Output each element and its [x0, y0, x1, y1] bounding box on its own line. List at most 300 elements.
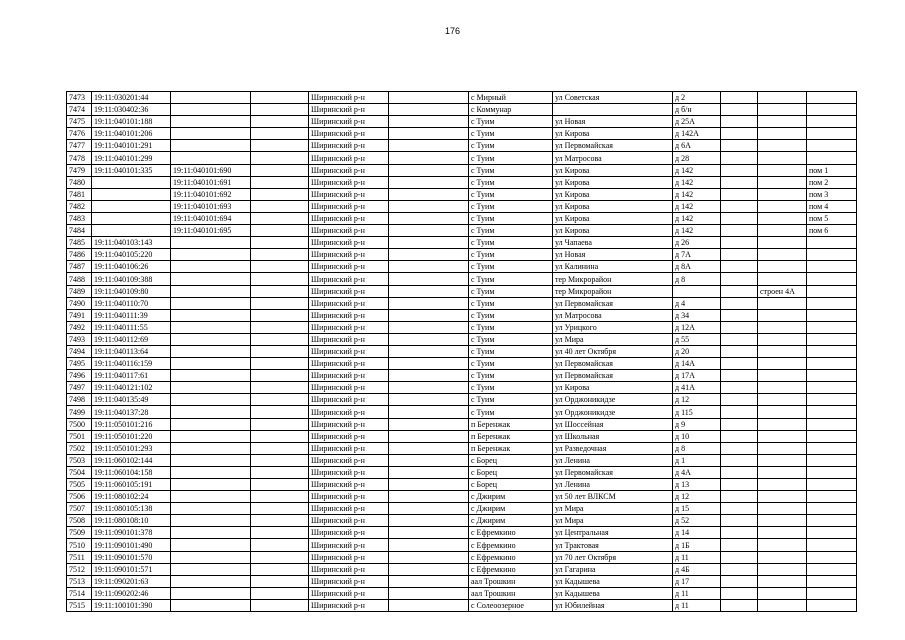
cell-cadastral-number: 19:11:050101:220: [92, 430, 171, 442]
cell-premises: [807, 273, 857, 285]
cell-extra-2: [389, 333, 469, 345]
cell-settlement: с Борец: [469, 454, 553, 466]
cell-district: Ширинский р-н: [309, 297, 389, 309]
table-row: [67, 382, 857, 394]
cell-district: Ширинский р-н: [309, 273, 389, 285]
cell-district: Ширинский р-н: [309, 152, 389, 164]
address-register-table: [66, 91, 857, 612]
table-row: [67, 249, 857, 261]
cell-sub-cadastral-number: [171, 333, 251, 345]
cell-premises: [807, 297, 857, 309]
cell-cadastral-number: 19:11:090201:63: [92, 575, 171, 587]
cell-cadastral-number: 19:11:040116:159: [92, 358, 171, 370]
cell-row-number: 7509: [67, 527, 92, 539]
cell-building: [758, 551, 807, 563]
cell-street: ул Советская: [553, 92, 673, 104]
cell-street: ул Первомайская: [553, 140, 673, 152]
cell-extra-2: [389, 249, 469, 261]
cell-district: Ширинский р-н: [309, 406, 389, 418]
cell-extra-3: [721, 599, 758, 611]
cell-extra-1: [251, 116, 309, 128]
cell-row-number: 7495: [67, 358, 92, 370]
cell-settlement: с Туим: [469, 225, 553, 237]
cell-cadastral-number: 19:11:090101:570: [92, 551, 171, 563]
cell-sub-cadastral-number: [171, 382, 251, 394]
cell-building: [758, 188, 807, 200]
table-row: [67, 188, 857, 200]
cell-row-number: 7491: [67, 309, 92, 321]
cell-premises: [807, 539, 857, 551]
cell-premises: [807, 406, 857, 418]
cell-premises: [807, 442, 857, 454]
cell-district: Ширинский р-н: [309, 116, 389, 128]
cell-row-number: 7499: [67, 406, 92, 418]
table-row: [67, 358, 857, 370]
cell-extra-3: [721, 321, 758, 333]
cell-building: [758, 104, 807, 116]
cell-extra-1: [251, 128, 309, 140]
cell-premises: пом 2: [807, 176, 857, 188]
cell-sub-cadastral-number: [171, 92, 251, 104]
cell-row-number: 7498: [67, 394, 92, 406]
cell-row-number: 7489: [67, 285, 92, 297]
cell-cadastral-number: [92, 188, 171, 200]
cell-extra-1: [251, 599, 309, 611]
cell-street: ул 40 лет Октября: [553, 345, 673, 357]
cell-cadastral-number: 19:11:040121:102: [92, 382, 171, 394]
cell-house: д 4Б: [673, 563, 721, 575]
cell-settlement: с Туим: [469, 345, 553, 357]
cell-house: д 2: [673, 92, 721, 104]
cell-building: [758, 297, 807, 309]
cell-settlement: с Туим: [469, 152, 553, 164]
table-row: [67, 212, 857, 224]
table-row: [67, 418, 857, 430]
cell-settlement: с Борец: [469, 466, 553, 478]
cell-extra-3: [721, 563, 758, 575]
cell-street: тер Микрорайон: [553, 273, 673, 285]
cell-settlement: с Туим: [469, 321, 553, 333]
cell-extra-1: [251, 309, 309, 321]
cell-building: [758, 273, 807, 285]
cell-building: [758, 466, 807, 478]
cell-settlement: с Солеоозерное: [469, 599, 553, 611]
cell-extra-3: [721, 345, 758, 357]
cell-extra-3: [721, 539, 758, 551]
table-row: [67, 491, 857, 503]
cell-district: Ширинский р-н: [309, 503, 389, 515]
table-row: [67, 515, 857, 527]
cell-extra-2: [389, 575, 469, 587]
cell-extra-1: [251, 575, 309, 587]
cell-extra-2: [389, 152, 469, 164]
cell-sub-cadastral-number: [171, 442, 251, 454]
cell-settlement: с Туим: [469, 333, 553, 345]
cell-cadastral-number: 19:11:040101:335: [92, 164, 171, 176]
cell-sub-cadastral-number: [171, 394, 251, 406]
cell-premises: [807, 466, 857, 478]
cell-extra-3: [721, 358, 758, 370]
table-row: [67, 406, 857, 418]
cell-extra-2: [389, 345, 469, 357]
cell-extra-2: [389, 225, 469, 237]
cell-sub-cadastral-number: [171, 370, 251, 382]
cell-settlement: с Ефремкино: [469, 563, 553, 575]
cell-sub-cadastral-number: [171, 539, 251, 551]
cell-street: ул Юбилейная: [553, 599, 673, 611]
cell-sub-cadastral-number: [171, 418, 251, 430]
cell-building: [758, 382, 807, 394]
cell-extra-3: [721, 527, 758, 539]
cell-row-number: 7478: [67, 152, 92, 164]
cell-extra-2: [389, 551, 469, 563]
cell-street: ул 50 лет ВЛКСМ: [553, 491, 673, 503]
cell-extra-2: [389, 491, 469, 503]
cell-extra-3: [721, 418, 758, 430]
cell-street: ул Мира: [553, 515, 673, 527]
cell-sub-cadastral-number: [171, 237, 251, 249]
cell-building: [758, 225, 807, 237]
cell-cadastral-number: 19:11:040117:61: [92, 370, 171, 382]
cell-cadastral-number: 19:11:060105:191: [92, 479, 171, 491]
cell-extra-1: [251, 358, 309, 370]
cell-extra-1: [251, 152, 309, 164]
cell-district: Ширинский р-н: [309, 563, 389, 575]
cell-district: Ширинский р-н: [309, 321, 389, 333]
cell-house: д 11: [673, 587, 721, 599]
cell-premises: [807, 358, 857, 370]
cell-settlement: с Туим: [469, 140, 553, 152]
cell-sub-cadastral-number: [171, 599, 251, 611]
cell-extra-1: [251, 406, 309, 418]
cell-house: д б/н: [673, 104, 721, 116]
cell-street: ул Кирова: [553, 225, 673, 237]
cell-extra-3: [721, 503, 758, 515]
cell-house: [673, 285, 721, 297]
cell-street: ул Кирова: [553, 188, 673, 200]
cell-extra-3: [721, 164, 758, 176]
cell-settlement: с Туим: [469, 358, 553, 370]
cell-extra-3: [721, 551, 758, 563]
table-row: [67, 333, 857, 345]
cell-building: [758, 249, 807, 261]
cell-row-number: 7507: [67, 503, 92, 515]
cell-extra-1: [251, 503, 309, 515]
cell-extra-3: [721, 309, 758, 321]
cell-extra-3: [721, 92, 758, 104]
cell-premises: пом 1: [807, 164, 857, 176]
table-row: [67, 200, 857, 212]
cell-premises: [807, 430, 857, 442]
cell-extra-3: [721, 104, 758, 116]
cell-extra-2: [389, 430, 469, 442]
table-row: [67, 430, 857, 442]
cell-extra-2: [389, 261, 469, 273]
cell-building: [758, 418, 807, 430]
cell-settlement: с Туим: [469, 273, 553, 285]
cell-house: д 142: [673, 164, 721, 176]
table-row: [67, 261, 857, 273]
cell-extra-3: [721, 382, 758, 394]
cell-house: д 4А: [673, 466, 721, 478]
cell-cadastral-number: 19:11:060102:144: [92, 454, 171, 466]
cell-extra-2: [389, 200, 469, 212]
cell-premises: [807, 285, 857, 297]
cell-cadastral-number: 19:11:030201:44: [92, 92, 171, 104]
cell-district: Ширинский р-н: [309, 454, 389, 466]
cell-row-number: 7486: [67, 249, 92, 261]
cell-street: ул Кирова: [553, 128, 673, 140]
table-row: [67, 164, 857, 176]
cell-extra-3: [721, 140, 758, 152]
cell-street: ул Школьная: [553, 430, 673, 442]
cell-extra-2: [389, 321, 469, 333]
cell-cadastral-number: 19:11:040110:70: [92, 297, 171, 309]
cell-extra-1: [251, 418, 309, 430]
cell-street: ул Кирова: [553, 176, 673, 188]
cell-extra-3: [721, 515, 758, 527]
cell-settlement: с Туим: [469, 309, 553, 321]
cell-district: Ширинский р-н: [309, 309, 389, 321]
cell-building: [758, 430, 807, 442]
cell-district: Ширинский р-н: [309, 370, 389, 382]
table-row: [67, 152, 857, 164]
cell-district: Ширинский р-н: [309, 176, 389, 188]
table-row: [67, 575, 857, 587]
cell-premises: [807, 140, 857, 152]
cell-extra-1: [251, 297, 309, 309]
cell-house: д 52: [673, 515, 721, 527]
cell-row-number: 7502: [67, 442, 92, 454]
cell-cadastral-number: 19:11:040106:26: [92, 261, 171, 273]
cell-building: [758, 237, 807, 249]
table-row: [67, 370, 857, 382]
cell-sub-cadastral-number: [171, 406, 251, 418]
table-row: [67, 454, 857, 466]
cell-row-number: 7503: [67, 454, 92, 466]
cell-house: д 11: [673, 599, 721, 611]
cell-extra-1: [251, 92, 309, 104]
table-row: [67, 466, 857, 478]
cell-cadastral-number: 19:11:040113:64: [92, 345, 171, 357]
cell-settlement: п Беренжак: [469, 418, 553, 430]
cell-premises: пом 4: [807, 200, 857, 212]
cell-district: Ширинский р-н: [309, 225, 389, 237]
cell-district: Ширинский р-н: [309, 430, 389, 442]
table-row: [67, 527, 857, 539]
cell-row-number: 7473: [67, 92, 92, 104]
cell-sub-cadastral-number: [171, 285, 251, 297]
cell-street: ул Чапаева: [553, 237, 673, 249]
cell-district: Ширинский р-н: [309, 394, 389, 406]
cell-house: д 17А: [673, 370, 721, 382]
table-row: [67, 321, 857, 333]
cell-building: [758, 515, 807, 527]
cell-street: ул Ленина: [553, 479, 673, 491]
cell-extra-3: [721, 273, 758, 285]
cell-cadastral-number: 19:11:040105:220: [92, 249, 171, 261]
cell-extra-2: [389, 297, 469, 309]
cell-building: [758, 563, 807, 575]
cell-extra-3: [721, 575, 758, 587]
table-row: [67, 503, 857, 515]
cell-street: ул Новая: [553, 249, 673, 261]
table-row: [67, 273, 857, 285]
cell-settlement: с Туим: [469, 370, 553, 382]
cell-extra-3: [721, 128, 758, 140]
cell-cadastral-number: 19:11:040111:55: [92, 321, 171, 333]
table-row: [67, 176, 857, 188]
table-row: [67, 104, 857, 116]
cell-premises: [807, 587, 857, 599]
cell-house: д 10: [673, 430, 721, 442]
cell-settlement: с Туим: [469, 128, 553, 140]
cell-extra-1: [251, 333, 309, 345]
cell-cadastral-number: 19:11:080102:24: [92, 491, 171, 503]
cell-extra-1: [251, 237, 309, 249]
cell-building: [758, 491, 807, 503]
cell-extra-1: [251, 479, 309, 491]
cell-building: [758, 599, 807, 611]
cell-row-number: 7510: [67, 539, 92, 551]
cell-cadastral-number: 19:11:090202:46: [92, 587, 171, 599]
cell-sub-cadastral-number: [171, 551, 251, 563]
cell-house: д 12: [673, 394, 721, 406]
cell-house: д 25А: [673, 116, 721, 128]
cell-district: Ширинский р-н: [309, 575, 389, 587]
cell-premises: [807, 527, 857, 539]
cell-extra-2: [389, 188, 469, 200]
cell-sub-cadastral-number: [171, 503, 251, 515]
cell-extra-3: [721, 587, 758, 599]
cell-building: [758, 503, 807, 515]
cell-district: Ширинский р-н: [309, 188, 389, 200]
cell-premises: [807, 479, 857, 491]
cell-row-number: 7511: [67, 551, 92, 563]
cell-row-number: 7504: [67, 466, 92, 478]
cell-extra-2: [389, 273, 469, 285]
cell-extra-2: [389, 515, 469, 527]
table-row: [67, 297, 857, 309]
cell-row-number: 7497: [67, 382, 92, 394]
cell-street: ул Орджоникидзе: [553, 394, 673, 406]
cell-district: Ширинский р-н: [309, 164, 389, 176]
cell-extra-2: [389, 104, 469, 116]
cell-row-number: 7487: [67, 261, 92, 273]
cell-building: [758, 333, 807, 345]
cell-building: [758, 309, 807, 321]
cell-extra-1: [251, 442, 309, 454]
cell-extra-3: [721, 212, 758, 224]
cell-cadastral-number: 19:11:040137:28: [92, 406, 171, 418]
cell-building: [758, 321, 807, 333]
cell-premises: [807, 92, 857, 104]
cell-building: [758, 345, 807, 357]
cell-sub-cadastral-number: [171, 454, 251, 466]
cell-house: д 6А: [673, 140, 721, 152]
cell-premises: [807, 551, 857, 563]
cell-district: Ширинский р-н: [309, 515, 389, 527]
cell-cadastral-number: 19:11:050101:216: [92, 418, 171, 430]
cell-extra-2: [389, 563, 469, 575]
cell-extra-2: [389, 116, 469, 128]
cell-extra-3: [721, 261, 758, 273]
cell-district: Ширинский р-н: [309, 345, 389, 357]
cell-cadastral-number: 19:11:050101:293: [92, 442, 171, 454]
cell-district: Ширинский р-н: [309, 491, 389, 503]
cell-sub-cadastral-number: [171, 140, 251, 152]
cell-extra-2: [389, 237, 469, 249]
cell-house: д 4: [673, 297, 721, 309]
cell-building: [758, 394, 807, 406]
cell-sub-cadastral-number: [171, 152, 251, 164]
cell-building: [758, 406, 807, 418]
cell-district: Ширинский р-н: [309, 587, 389, 599]
cell-extra-3: [721, 333, 758, 345]
cell-district: Ширинский р-н: [309, 92, 389, 104]
cell-sub-cadastral-number: [171, 527, 251, 539]
page-number: 176: [444, 26, 461, 36]
cell-house: д 115: [673, 406, 721, 418]
cell-premises: [807, 370, 857, 382]
cell-row-number: 7514: [67, 587, 92, 599]
cell-district: Ширинский р-н: [309, 479, 389, 491]
cell-district: Ширинский р-н: [309, 237, 389, 249]
cell-extra-2: [389, 309, 469, 321]
cell-extra-2: [389, 212, 469, 224]
cell-district: Ширинский р-н: [309, 104, 389, 116]
cell-building: строен 4А: [758, 285, 807, 297]
cell-premises: [807, 333, 857, 345]
cell-extra-1: [251, 515, 309, 527]
cell-settlement: с Мирный: [469, 92, 553, 104]
cell-row-number: 7483: [67, 212, 92, 224]
cell-extra-2: [389, 164, 469, 176]
cell-extra-2: [389, 466, 469, 478]
cell-premises: [807, 563, 857, 575]
table-body: [67, 92, 857, 612]
cell-row-number: 7475: [67, 116, 92, 128]
cell-street: ул Первомайская: [553, 297, 673, 309]
cell-settlement: с Ефремкино: [469, 527, 553, 539]
cell-street: [553, 104, 673, 116]
table-row: [67, 225, 857, 237]
cell-house: д 11: [673, 551, 721, 563]
table-row: [67, 92, 857, 104]
cell-extra-1: [251, 164, 309, 176]
cell-extra-1: [251, 345, 309, 357]
cell-extra-1: [251, 587, 309, 599]
cell-cadastral-number: 19:11:040101:188: [92, 116, 171, 128]
cell-settlement: с Борец: [469, 479, 553, 491]
cell-premises: [807, 382, 857, 394]
cell-extra-1: [251, 200, 309, 212]
cell-building: [758, 140, 807, 152]
cell-district: Ширинский р-н: [309, 442, 389, 454]
cell-extra-3: [721, 237, 758, 249]
cell-extra-3: [721, 176, 758, 188]
cell-district: Ширинский р-н: [309, 527, 389, 539]
cell-cadastral-number: 19:11:030402:36: [92, 104, 171, 116]
cell-settlement: с Коммунар: [469, 104, 553, 116]
cell-extra-2: [389, 128, 469, 140]
cell-extra-2: [389, 539, 469, 551]
cell-cadastral-number: 19:11:090101:571: [92, 563, 171, 575]
cell-extra-2: [389, 382, 469, 394]
cell-extra-2: [389, 587, 469, 599]
cell-extra-2: [389, 370, 469, 382]
cell-premises: [807, 418, 857, 430]
